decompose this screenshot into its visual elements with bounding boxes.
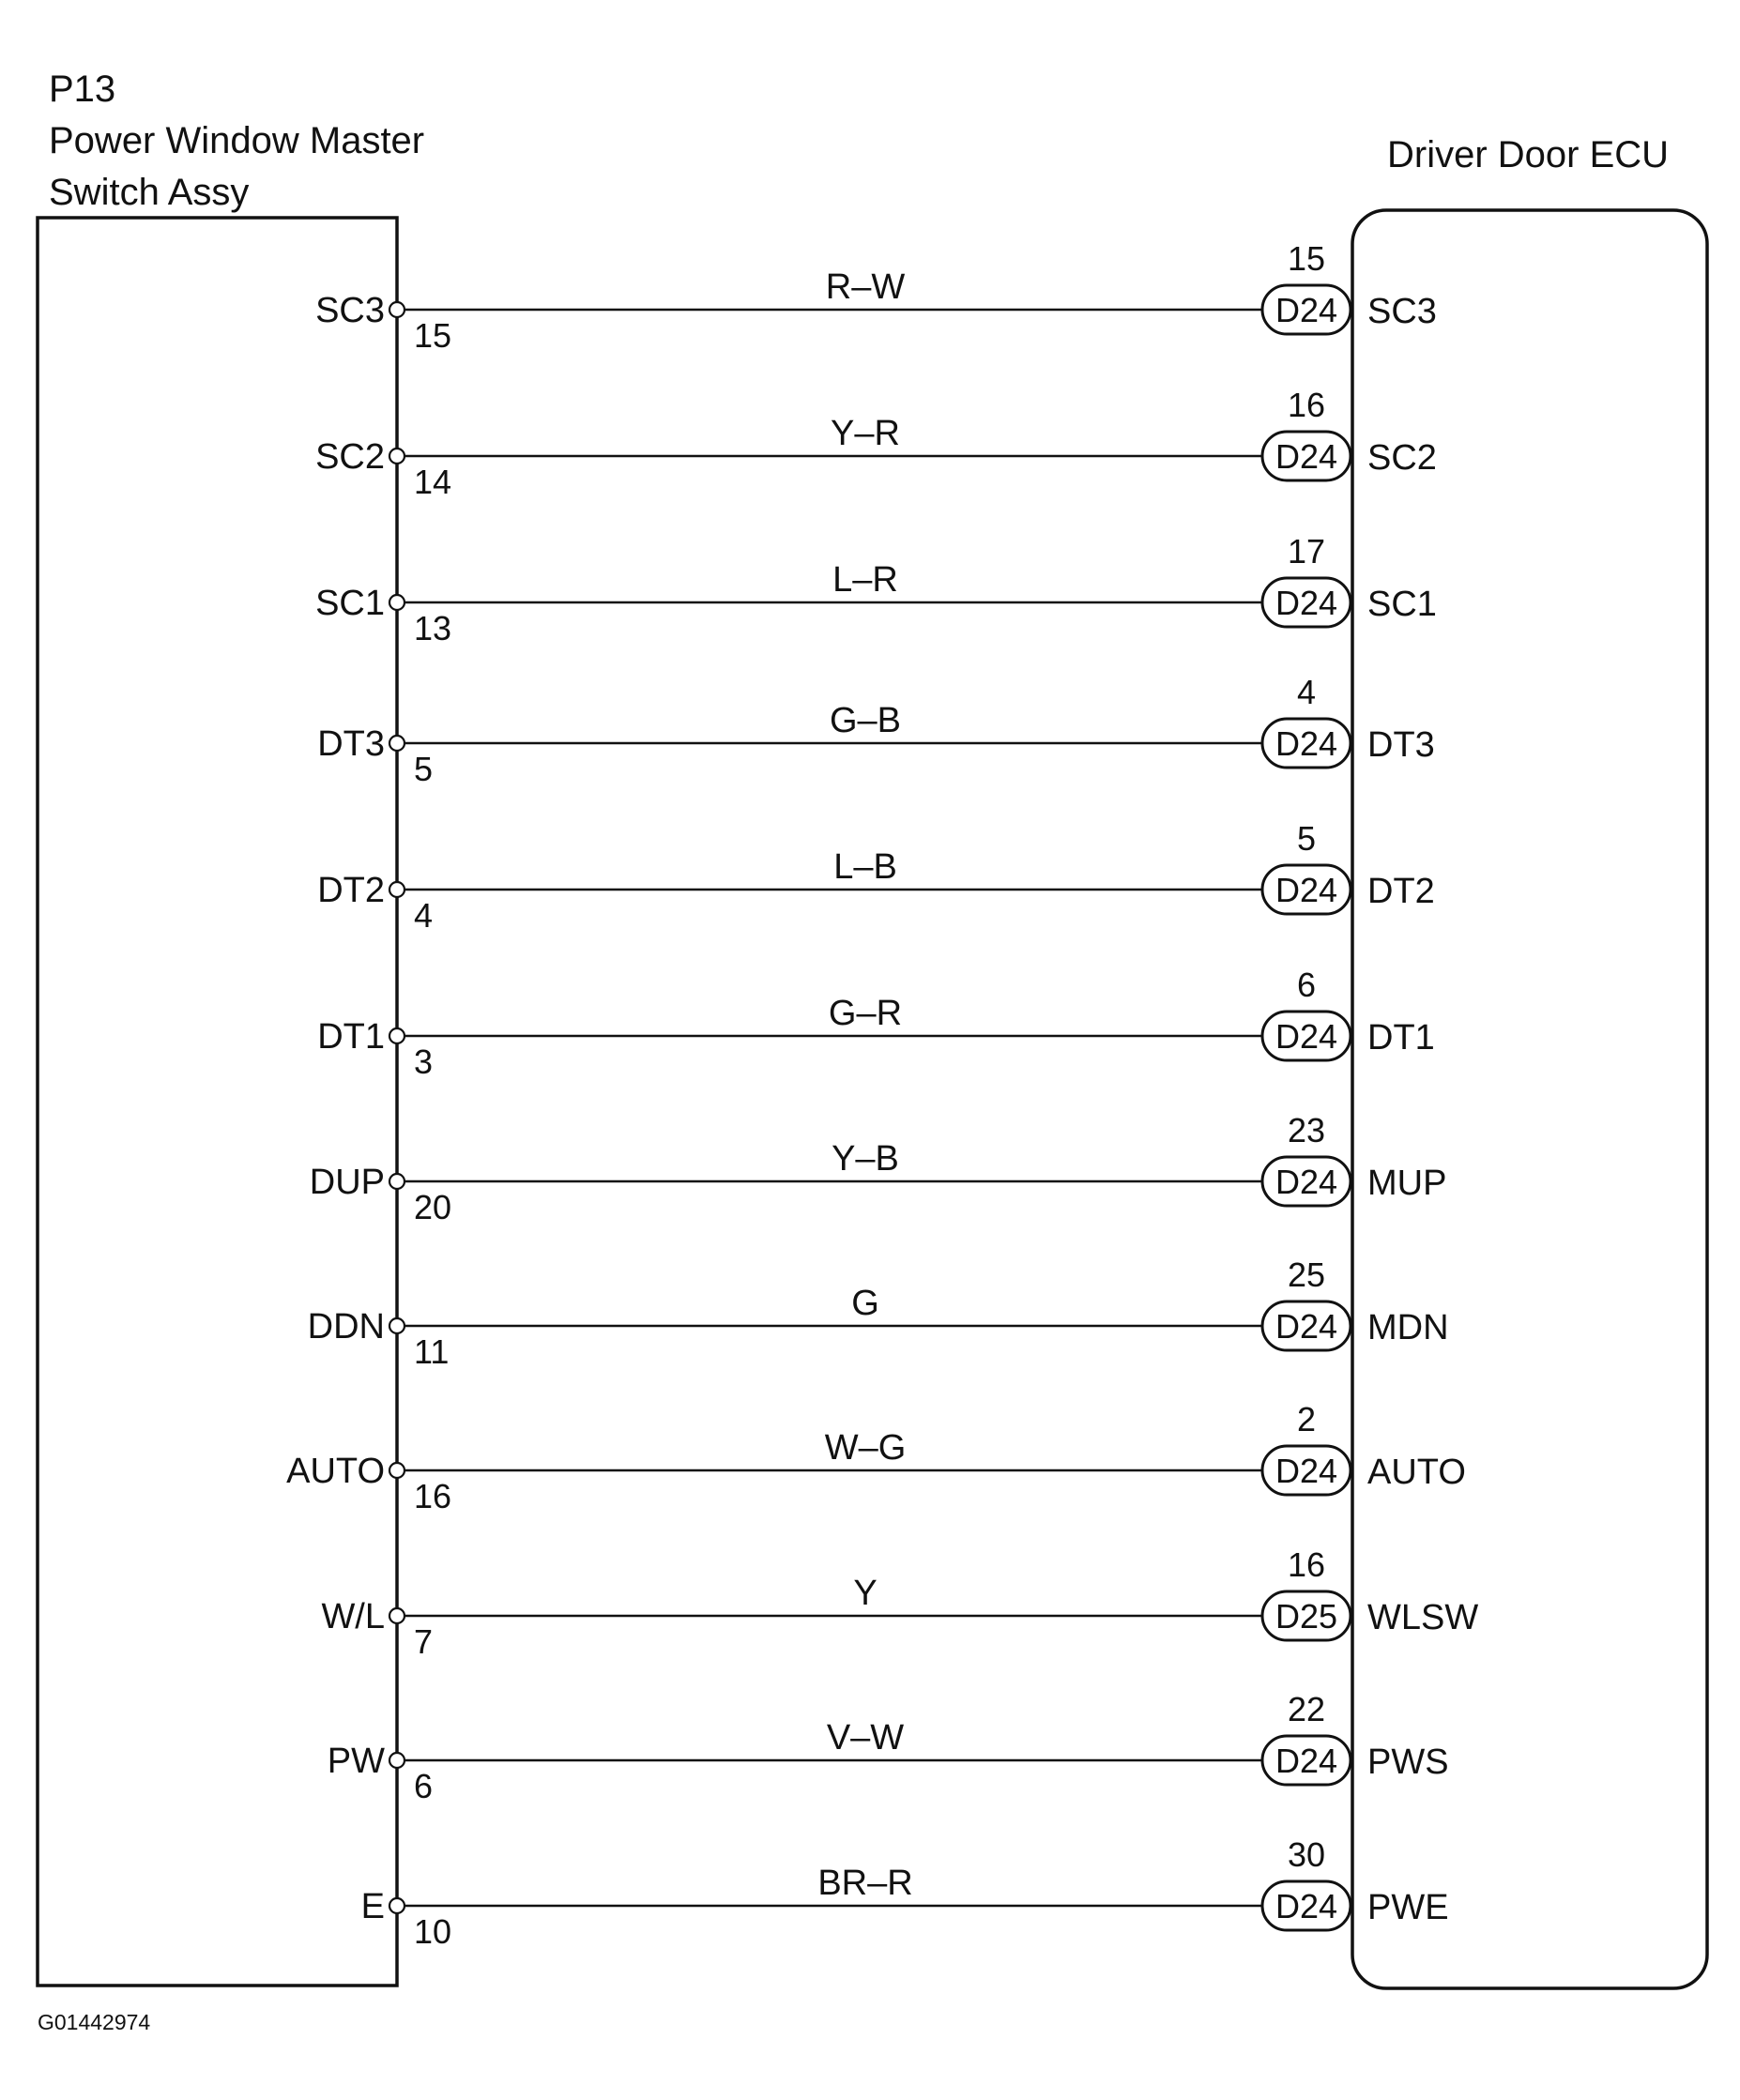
terminal-circle — [389, 1028, 404, 1043]
terminal-circle — [389, 1753, 404, 1768]
wire-color-label: Y–B — [832, 1139, 899, 1179]
ecu-terminal-label: PWS — [1367, 1742, 1449, 1782]
ecu-terminal-label: SC3 — [1367, 292, 1437, 331]
ecu-pin-number: 25 — [1287, 1255, 1326, 1294]
wire-color-label: G–R — [828, 994, 903, 1033]
connector-label: D24 — [1274, 1887, 1338, 1925]
wire-rows — [286, 239, 1478, 1951]
ecu-pin-number: 30 — [1287, 1835, 1326, 1874]
wire-row — [321, 1545, 1478, 1661]
wire-color-label: R–W — [825, 267, 906, 307]
left-terminal-label: DDN — [307, 1307, 385, 1347]
left-terminal-label: E — [360, 1887, 385, 1926]
ecu-pin-number: 22 — [1287, 1690, 1326, 1728]
ecu-pin-number: 6 — [1296, 966, 1317, 1004]
ecu-pin-number: 16 — [1287, 386, 1326, 424]
wire-color-label: L–B — [833, 847, 897, 887]
wire-row — [310, 1111, 1447, 1226]
wire-color-label: BR–R — [817, 1864, 913, 1903]
ecu-pin-number: 2 — [1296, 1400, 1317, 1438]
left-pin-number: 7 — [414, 1622, 434, 1661]
wire-color-label: G–B — [829, 701, 902, 740]
left-component-code: P13 — [49, 68, 116, 110]
left-terminal-label: DT1 — [317, 1017, 385, 1057]
terminal-circle — [389, 736, 404, 751]
terminal-circle — [389, 449, 404, 464]
terminal-circle — [389, 1318, 404, 1333]
ecu-terminal-label: MUP — [1367, 1164, 1447, 1203]
wire-color-label: V–W — [826, 1718, 905, 1758]
left-terminal-label: SC3 — [315, 291, 385, 330]
terminal-circle — [389, 1898, 404, 1913]
wire-row — [286, 1400, 1466, 1515]
wire-color-label: W–G — [824, 1428, 907, 1468]
left-terminal-label: SC2 — [315, 437, 385, 477]
terminal-circle — [389, 1174, 404, 1189]
left-pin-number: 6 — [414, 1767, 434, 1805]
wire-row — [315, 239, 1437, 355]
terminal-circle — [389, 595, 404, 610]
wire-row — [328, 1690, 1449, 1805]
left-pin-number: 3 — [414, 1042, 434, 1081]
connector-label: D25 — [1274, 1597, 1338, 1636]
left-pin-number: 15 — [414, 316, 452, 355]
left-pin-number: 20 — [414, 1188, 452, 1226]
left-terminal-label: DT3 — [317, 724, 385, 764]
left-terminal-label: W/L — [321, 1597, 385, 1636]
left-pin-number: 13 — [414, 609, 452, 647]
terminal-circle — [389, 882, 404, 897]
ecu-pin-number: 4 — [1296, 673, 1317, 711]
connector-label: D24 — [1274, 584, 1338, 622]
wire-row — [317, 819, 1435, 935]
terminal-circle — [389, 302, 404, 317]
connector-label: D24 — [1274, 1452, 1338, 1490]
connector-label: D24 — [1274, 1742, 1338, 1780]
left-terminal-label: DUP — [309, 1163, 385, 1202]
wire-color-label: Y–R — [831, 414, 900, 453]
connector-label: D24 — [1274, 1307, 1338, 1346]
ecu-pin-number: 5 — [1296, 819, 1317, 858]
ecu-terminal-label: MDN — [1367, 1308, 1449, 1347]
left-pin-number: 14 — [414, 463, 452, 501]
connector-label: D24 — [1274, 437, 1338, 476]
left-component-name-line1: Power Window Master — [49, 120, 425, 161]
figure-id: G01442974 — [38, 2010, 151, 2034]
ecu-pin-number: 17 — [1287, 532, 1326, 571]
ecu-terminal-label: AUTO — [1367, 1453, 1466, 1492]
ecu-terminal-label: PWE — [1367, 1888, 1449, 1927]
ecu-pin-number: 23 — [1287, 1111, 1326, 1149]
ecu-pin-number: 16 — [1287, 1545, 1326, 1584]
ecu-terminal-label: DT2 — [1367, 872, 1435, 911]
wire-row — [315, 386, 1437, 501]
left-terminal-label: AUTO — [286, 1452, 385, 1491]
wire-row — [315, 532, 1437, 647]
left-component-name-line2: Switch Assy — [49, 172, 250, 213]
wire-color-label: G — [851, 1284, 879, 1323]
wire-row — [317, 673, 1435, 788]
left-pin-number: 16 — [414, 1477, 452, 1515]
right-component-name: Driver Door ECU — [1387, 134, 1670, 175]
wire-row — [308, 1255, 1449, 1371]
left-pin-number: 10 — [414, 1912, 452, 1951]
left-terminal-label: PW — [327, 1742, 385, 1781]
left-terminal-label: SC1 — [315, 584, 385, 623]
wire-row — [317, 966, 1435, 1081]
connector-label: D24 — [1274, 291, 1338, 329]
left-pin-number: 5 — [414, 750, 434, 788]
ecu-terminal-label: SC2 — [1367, 438, 1437, 478]
left-pin-number: 11 — [414, 1332, 450, 1371]
connector-label: D24 — [1274, 871, 1338, 909]
ecu-terminal-label: SC1 — [1367, 585, 1437, 624]
connector-label: D24 — [1274, 724, 1338, 763]
ecu-terminal-label: DT3 — [1367, 725, 1435, 765]
ecu-terminal-label: DT1 — [1367, 1018, 1435, 1058]
wire-color-label: Y — [853, 1574, 878, 1613]
wire-row — [361, 1835, 1449, 1951]
ecu-terminal-label: WLSW — [1367, 1598, 1479, 1637]
ecu-pin-number: 15 — [1287, 239, 1326, 278]
power-window-master-switch-box — [38, 218, 397, 1986]
terminal-circle — [389, 1608, 404, 1623]
connector-label: D24 — [1274, 1017, 1338, 1056]
left-terminal-label: DT2 — [317, 871, 385, 910]
connector-label: D24 — [1274, 1163, 1338, 1201]
wire-color-label: L–R — [832, 560, 898, 600]
left-pin-number: 4 — [414, 896, 434, 935]
terminal-circle — [389, 1463, 404, 1478]
